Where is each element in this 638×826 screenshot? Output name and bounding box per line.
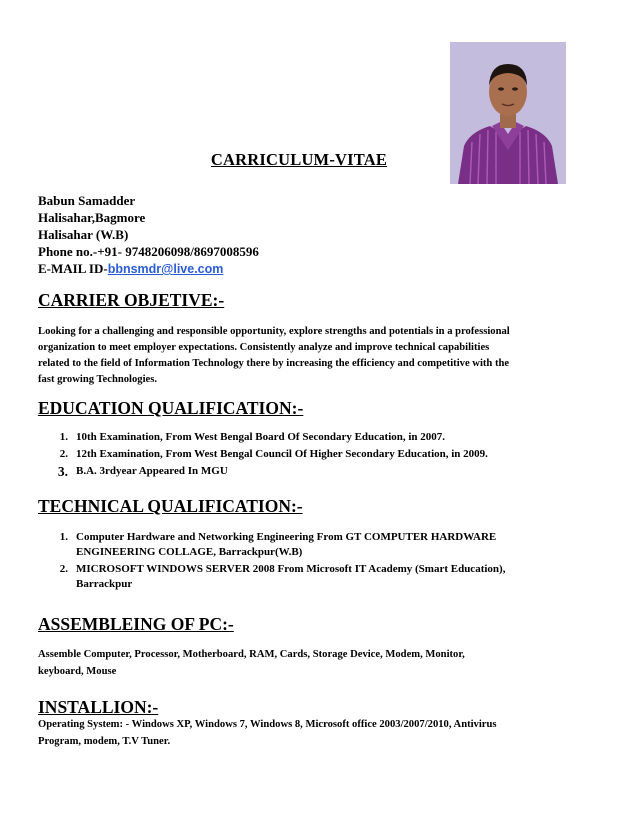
installation-text (38, 716, 598, 750)
item-text: 12th Examination, From West Bengal Council Of Higher Secondary Education, in 2009. (76, 448, 488, 460)
item-text: MICROSOFT WINDOWS SERVER 2008 From Microsoft IT Academy (Smart Education), (76, 563, 506, 575)
item-text: 10th Examination, From West Bengal Board Of Secondary Education, in 2007. (76, 431, 446, 443)
item-text: ENGINEERING COLLAGE, Barrackpur(W.B) (76, 546, 303, 558)
education-list (38, 430, 598, 481)
list-item (38, 430, 598, 445)
item-number: 1. (59, 531, 68, 543)
objective-text (38, 324, 598, 388)
list-item (38, 464, 598, 479)
item-number: 1. (59, 431, 68, 443)
item-text: Barrackpur (76, 578, 133, 590)
list-item (38, 562, 598, 592)
objective-heading: CARRIER OBJETIVE:- (38, 290, 225, 310)
assembling-text (38, 646, 598, 680)
address-line-1: Halisahar,Bagmore (38, 210, 146, 225)
phone-number: Phone no.-+91- 9748206098/8697008596 (38, 244, 259, 259)
email-link[interactable]: bbnsmdr@live.com (107, 262, 224, 276)
email-label: E-MAIL ID- (38, 261, 108, 276)
item-text: B.A. 3rdyear Appeared In MGU (76, 465, 228, 477)
email-row (38, 260, 259, 278)
assembling-line: Assemble Computer, Processor, Motherboard, RAM, Cards, Storage Device, Modem, Monitor, (38, 649, 465, 660)
item-number: 2. (59, 448, 68, 460)
list-item (38, 530, 598, 560)
item-text: Computer Hardware and Networking Engineering From GT COMPUTER HARDWARE (76, 531, 497, 543)
installation-heading: INSTALLION:- (38, 697, 159, 717)
address-line-2: Halisahar (W.B) (38, 227, 129, 242)
technical-list (38, 530, 598, 594)
item-number: 2. (59, 563, 68, 575)
contact-block (38, 192, 259, 278)
education-heading: EDUCATION QUALIFICATION:- (38, 398, 304, 418)
objective-line: related to the field of Information Technology there by increasing the efficiency and competitive with the (38, 358, 510, 369)
item-number: 3. (57, 464, 68, 479)
objective-line: Looking for a challenging and responsible opportunity, explore strengths and potentials in a professional (38, 326, 510, 337)
installation-line: Operating System: - Windows XP, Windows 7, Windows 8, Microsoft office 2003/2007/2010, Antivirus (38, 719, 497, 730)
objective-line: fast growing Technologies. (38, 374, 157, 385)
document-title: CARRICULUM-VITAE (210, 150, 388, 169)
assembling-line: keyboard, Mouse (38, 666, 117, 677)
installation-line: Program, modem, T.V Tuner. (38, 736, 171, 747)
technical-heading: TECHNICAL QUALIFICATION:- (38, 496, 303, 516)
objective-line: organization to meet employer expectations. Consistently analyze and improve technical capabilities (38, 342, 490, 353)
list-item (38, 447, 598, 462)
candidate-name: Babun Samadder (38, 193, 136, 208)
assembling-heading: ASSEMBLEING OF PC:- (38, 614, 234, 634)
